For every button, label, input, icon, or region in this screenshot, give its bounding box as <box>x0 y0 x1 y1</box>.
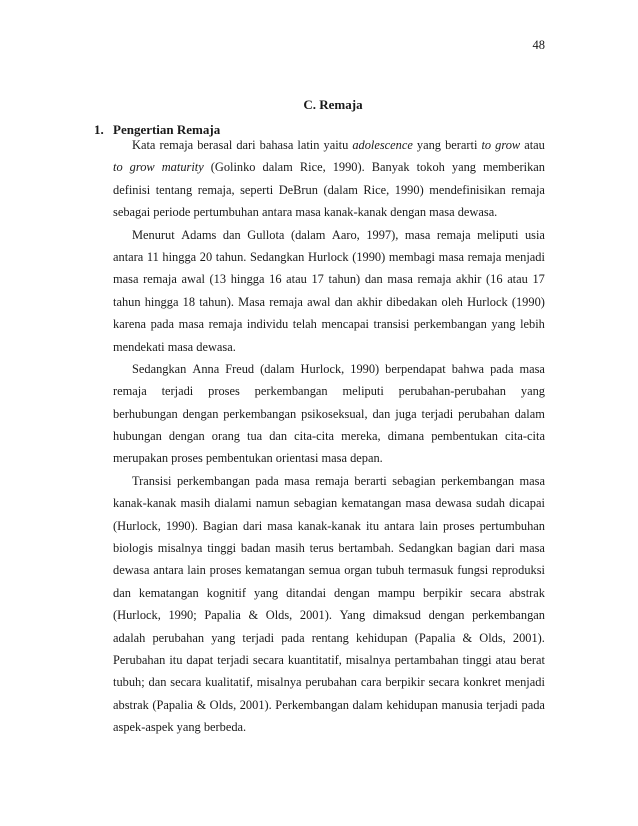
text-line: kanak-kanak masih dialami namun sebagian kematangan masa dewasa sudah dicapai <box>113 496 545 511</box>
text-line: to grow maturity (Golinko dalam Rice, 1990). Banyak tokoh yang memberikan <box>113 160 545 175</box>
section-title: Pengertian Remaja <box>113 122 221 137</box>
text-line: definisi tentang remaja, seperti DeBrun (dalam Rice, 1990) mendefinisikan remaja <box>113 182 545 197</box>
text-line: abstrak (Papalia & Olds, 2001). Perkembangan dalam kehidupan manusia terjadi pada <box>113 697 545 712</box>
text-line: dan kematangan kognitif yang ditandai dengan mampu berpikir secara abstrak <box>113 585 545 600</box>
text-line: tahun hingga 18 tahun). Masa remaja awal dan akhir dibedakan oleh Hurlock (1990) <box>113 294 545 309</box>
text-line: aspek-aspek yang berbeda. <box>113 720 247 735</box>
text-line: Perubahan itu dapat terjadi secara kuantitatif, misalnya pertambahan tinggi atau berat <box>113 652 545 667</box>
text-line: (Hurlock, 1990). Bagian dari masa kanak-kanak itu antara lain proses pertumbuhan <box>113 518 545 533</box>
paragraph <box>113 224 545 358</box>
body-text <box>113 134 545 739</box>
text-line: hubungan dengan orang tua dan cita-cita mereka, dimana pembentukan cita-cita <box>113 429 545 444</box>
text-line: Transisi perkembangan pada masa remaja berarti sebagian perkembangan masa <box>132 473 545 488</box>
text-line: sebagai periode pertumbuhan antara masa kanak-kanak dengan masa dewasa. <box>113 205 498 220</box>
text-line: merupakan proses pembentukan orientasi masa depan. <box>113 451 383 466</box>
text-line: adalah perubahan yang terjadi pada rentang kehidupan (Papalia & Olds, 2001). <box>113 630 545 645</box>
text-line: remaja terjadi proses perkembangan meliputi perubahan-perubahan yang <box>113 384 545 399</box>
page-number: 48 <box>532 38 545 52</box>
text-line: Kata remaja berasal dari bahasa latin yaitu adolescence yang berarti to grow atau <box>132 138 545 152</box>
text-line: antara 11 hingga 20 tahun. Sedangkan Hurlock (1990) membagi masa remaja menjadi <box>113 249 545 264</box>
text-line: mendekati masa dewasa. <box>113 339 236 354</box>
text-line: dewasa antara lain proses kematangan semua organ tubuh termasuk fungsi reproduksi <box>113 563 545 578</box>
text-line: Sedangkan Anna Freud (dalam Hurlock, 1990) berpendapat bahwa pada masa <box>132 361 545 376</box>
paragraph <box>113 134 545 224</box>
text-line: Menurut Adams dan Gullota (dalam Aaro, 1997), masa remaja meliputi usia <box>132 227 545 242</box>
chapter-title: C. Remaja <box>303 97 363 112</box>
paragraph <box>113 358 545 470</box>
paragraph <box>113 470 545 739</box>
text-line: (Hurlock, 1990; Papalia & Olds, 2001). Yang dimaksud dengan perkembangan <box>113 608 545 623</box>
text-line: karena pada masa remaja individu telah mencapai transisi perkembangan yang lebih <box>113 317 545 332</box>
text-line: biologis misalnya tinggi badan masih terus bertambah. Sedangkan bagian dari masa <box>113 541 545 556</box>
section-number: 1. <box>94 122 104 137</box>
text-line: berhubungan dengan perkembangan psikoseksual, dan juga terjadi perubahan dalam <box>113 406 545 421</box>
text-line: tubuh; dan secara kualitatif, misalnya perubahan cara berpikir secara konkret menjadi <box>113 675 545 690</box>
text-line: masa remaja awal (13 hingga 16 atau 17 tahun) dan masa remaja akhir (16 atau 17 <box>113 272 545 287</box>
